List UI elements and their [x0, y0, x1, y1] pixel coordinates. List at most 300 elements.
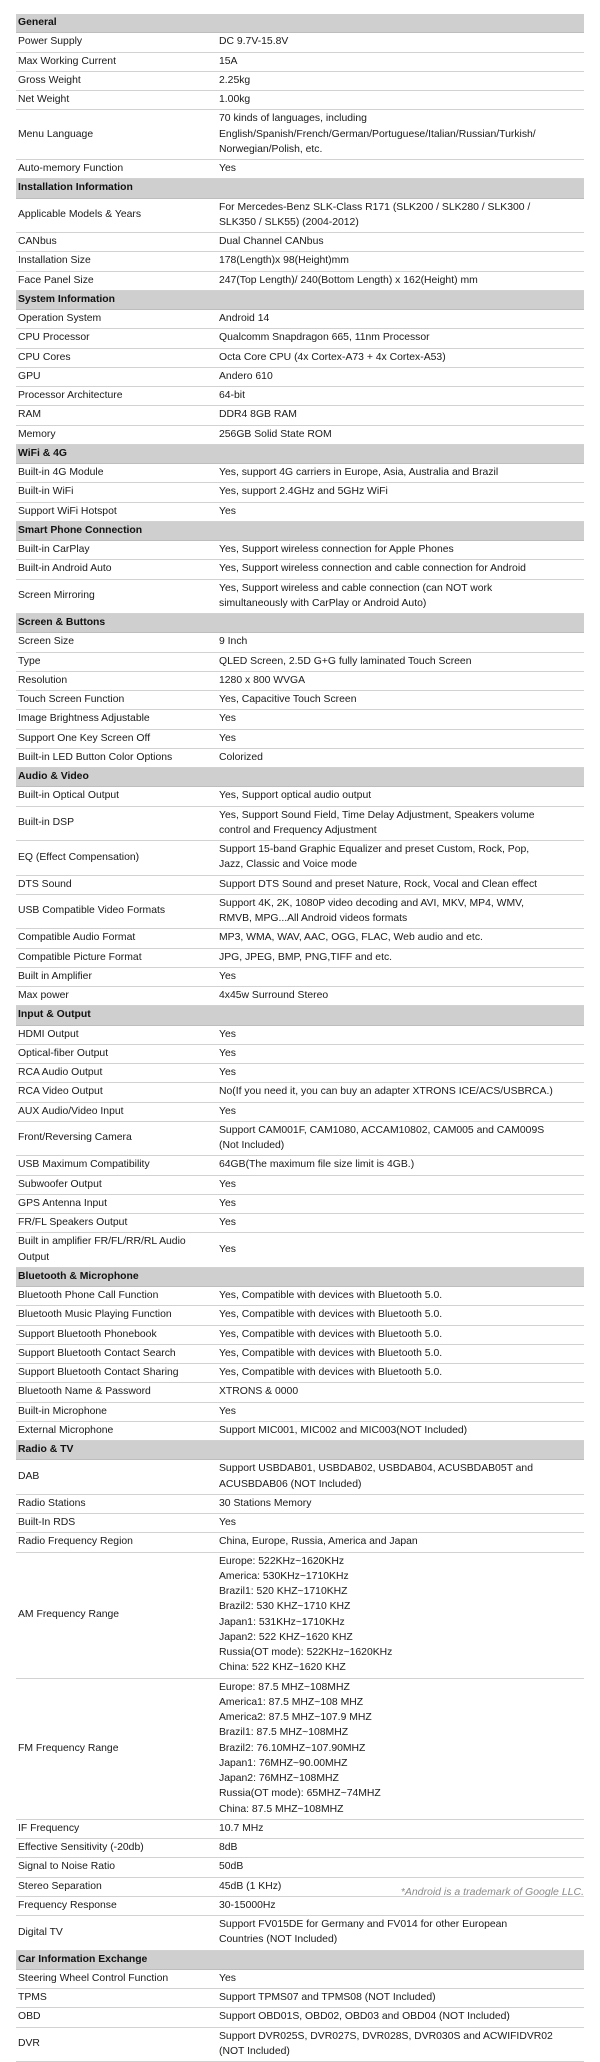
spec-value-line: Dual Channel CANbus [219, 236, 324, 247]
spec-row [16, 1421, 584, 1440]
spec-label: Subwoofer Output [16, 1175, 217, 1194]
spec-row [16, 1025, 584, 1044]
spec-value-line: Yes [219, 970, 236, 982]
spec-label: Face Panel Size [16, 271, 217, 290]
spec-label: DVR [16, 2027, 217, 2062]
spec-table [16, 14, 584, 2062]
spec-value-line: English/Spanish/French/German/Portuguese/Italian/Russian/Turkish/ [219, 128, 536, 140]
spec-label: Processor Architecture [16, 387, 217, 406]
spec-label: Type [16, 652, 217, 671]
spec-value-line: Support 4K, 2K, 1080P video decoding and AVI, MKV, MP4, WMV, [219, 897, 524, 909]
spec-value-line: Yes, Compatible with devices with Bluetooth 5.0. [219, 1367, 443, 1378]
section-header [16, 444, 584, 463]
spec-value-line: Support FV015DE for Germany and FV014 for other European [219, 1919, 508, 1930]
spec-value [217, 894, 584, 929]
spec-value [217, 1233, 584, 1268]
spec-row [16, 1156, 584, 1175]
spec-row [16, 948, 584, 967]
section-header [16, 768, 584, 787]
spec-row [16, 1460, 584, 1495]
spec-row [16, 1214, 584, 1233]
spec-row [16, 1678, 584, 1819]
spec-value-line: Yes, Compatible with devices with Bluetooth 5.0. [219, 1309, 443, 1321]
spec-table-body [16, 14, 584, 2062]
spec-value-line: Japan1: 531KHz~1710KHz [219, 1616, 345, 1628]
spec-value [217, 1364, 584, 1383]
spec-value [217, 71, 584, 90]
spec-value-line: Support USBDAB01, USBDAB02, USBDAB04, ACUSBDAB05T and [219, 1463, 533, 1475]
spec-value-line: Yes, Compatible with devices with Bluetooth 5.0. [219, 1347, 443, 1359]
spec-value-line: MP3, WMA, WAV, AAC, OGG, FLAC, Web audio and etc. [219, 932, 483, 944]
spec-row [16, 1044, 584, 1063]
spec-value [217, 1896, 584, 1915]
spec-value-line: 247(Top Length)/ 240(Bottom Length) x 162(Height) mm [219, 274, 478, 286]
spec-value [217, 1552, 584, 1678]
spec-label: Effective Sensitivity (-20db) [16, 1839, 217, 1858]
spec-value-line: (Not Included) [219, 1140, 285, 1151]
spec-label: Support Bluetooth Phonebook [16, 1325, 217, 1344]
section-title: System Information [16, 290, 584, 309]
spec-value [217, 579, 584, 614]
spec-label: Compatible Audio Format [16, 929, 217, 948]
spec-value [217, 1156, 584, 1175]
section-header [16, 1950, 584, 1969]
spec-label: IF Frequency [16, 1819, 217, 1838]
spec-value [217, 1044, 584, 1063]
spec-row [16, 1533, 584, 1552]
spec-value [217, 33, 584, 52]
spec-row [16, 1494, 584, 1513]
spec-label: EQ (Effect Compensation) [16, 841, 217, 876]
spec-value-line: Yes [219, 1972, 236, 1984]
spec-value-line: ACUSBDAB06 (NOT Included) [219, 1478, 362, 1490]
spec-row [16, 1325, 584, 1344]
spec-row [16, 1514, 584, 1533]
spec-value-line: Support DTS Sound and preset Nature, Rock, Vocal and Clean effect [219, 878, 538, 890]
spec-value-line: DC 9.7V-15.8V [219, 36, 289, 48]
spec-value [217, 748, 584, 767]
spec-value [217, 987, 584, 1006]
section-header [16, 521, 584, 540]
spec-value-line: Qualcomm Snapdragon 665, 11nm Processor [219, 332, 430, 344]
section-header [16, 1441, 584, 1460]
spec-value-line: Norwegian/Polish, etc. [219, 143, 323, 155]
section-title: Smart Phone Connection [16, 521, 584, 540]
spec-value [217, 2008, 584, 2027]
trademark-footnote: *Android is a trademark of Google LLC. [400, 1886, 584, 1898]
section-title: Screen & Buttons [16, 614, 584, 633]
spec-value-line: 64GB(The maximum file size limit is 4GB.) [219, 1159, 415, 1171]
spec-row [16, 1552, 584, 1678]
spec-value-line: Octa Core CPU (4x Cortex-A73 + 4x Cortex-A53) [219, 351, 446, 363]
section-header [16, 290, 584, 309]
section-header [16, 1006, 584, 1025]
spec-value-line: Yes, Compatible with devices with Bluetooth 5.0. [219, 1290, 443, 1301]
spec-row [16, 2008, 584, 2027]
spec-value-line: 1.00kg [219, 94, 251, 105]
spec-row [16, 464, 584, 483]
spec-value [217, 1121, 584, 1156]
spec-row [16, 691, 584, 710]
spec-value-line: RMVB, MPG...All Android videos formats [219, 913, 408, 924]
spec-value [217, 310, 584, 329]
spec-value-line: Yes [219, 1243, 236, 1255]
spec-label: Max power [16, 987, 217, 1006]
spec-value-line: 4x45w Surround Stereo [219, 990, 329, 1001]
spec-value [217, 1102, 584, 1121]
spec-label: Built-in CarPlay [16, 541, 217, 560]
spec-row [16, 967, 584, 986]
spec-label: Auto-memory Function [16, 160, 217, 179]
section-header [16, 179, 584, 198]
spec-row [16, 652, 584, 671]
section-title: Bluetooth & Microphone [16, 1267, 584, 1286]
spec-label: GPS Antenna Input [16, 1194, 217, 1213]
spec-value-line: Support CAM001F, CAM1080, ACCAM10802, CAM005 and CAM009S [219, 1124, 545, 1136]
spec-value [217, 1306, 584, 1325]
spec-value [217, 1494, 584, 1513]
spec-row [16, 787, 584, 806]
spec-label: RCA Audio Output [16, 1064, 217, 1083]
spec-label: OBD [16, 2008, 217, 2027]
spec-row [16, 406, 584, 425]
spec-label: HDMI Output [16, 1025, 217, 1044]
spec-value-line: Yes, Support wireless connection for Apple Phones [219, 544, 454, 555]
spec-label: Screen Size [16, 633, 217, 652]
spec-row [16, 33, 584, 52]
spec-row [16, 1819, 584, 1838]
spec-value-line: Brazil1: 520 KHZ~1710KHZ [219, 1586, 348, 1597]
spec-label: Touch Screen Function [16, 691, 217, 710]
spec-label: AUX Audio/Video Input [16, 1102, 217, 1121]
spec-label: Radio Stations [16, 1494, 217, 1513]
spec-label: Bluetooth Music Playing Function [16, 1306, 217, 1325]
spec-value [217, 425, 584, 444]
spec-value-line: Yes [219, 1405, 236, 1417]
spec-value [217, 52, 584, 71]
spec-value [217, 875, 584, 894]
spec-row [16, 1306, 584, 1325]
spec-value-line: Colorized [219, 751, 263, 763]
spec-label: Built-in 4G Module [16, 464, 217, 483]
spec-label: TPMS [16, 1989, 217, 2008]
spec-value-line: Yes [219, 1105, 236, 1117]
spec-value [217, 2027, 584, 2062]
spec-label: Steering Wheel Control Function [16, 1969, 217, 1988]
spec-label: Built-In RDS [16, 1514, 217, 1533]
spec-row [16, 1989, 584, 2008]
spec-row [16, 894, 584, 929]
spec-value [217, 1025, 584, 1044]
spec-value [217, 1514, 584, 1533]
spec-value-line: 8dB [219, 1842, 238, 1853]
spec-label: Built in amplifier FR/FL/RR/RL Audio Output [16, 1233, 217, 1268]
spec-value-line: Yes [219, 1197, 236, 1209]
spec-value-line: Support 15-band Graphic Equalizer and preset Custom, Rock, Pop, [219, 844, 530, 855]
spec-value-line: Yes, Capacitive Touch Screen [219, 694, 357, 705]
spec-value [217, 502, 584, 521]
spec-row [16, 1383, 584, 1402]
spec-row [16, 579, 584, 614]
spec-value [217, 387, 584, 406]
spec-row [16, 1194, 584, 1213]
spec-label: Optical-fiber Output [16, 1044, 217, 1063]
spec-row [16, 1839, 584, 1858]
spec-label: GPU [16, 367, 217, 386]
spec-label: Net Weight [16, 91, 217, 110]
spec-row [16, 1916, 584, 1951]
spec-value-line: Jazz, Classic and Voice mode [219, 859, 358, 871]
spec-value [217, 633, 584, 652]
spec-row [16, 483, 584, 502]
spec-row [16, 252, 584, 271]
spec-row [16, 271, 584, 290]
spec-label: Built in Amplifier [16, 967, 217, 986]
spec-value [217, 729, 584, 748]
spec-label: Menu Language [16, 110, 217, 160]
spec-row [16, 1175, 584, 1194]
spec-value-line: Support TPMS07 and TPMS08 (NOT Included) [219, 1992, 436, 2003]
spec-row [16, 1083, 584, 1102]
spec-value [217, 1344, 584, 1363]
spec-label: RAM [16, 406, 217, 425]
spec-label: Memory [16, 425, 217, 444]
spec-row [16, 875, 584, 894]
spec-value [217, 787, 584, 806]
spec-value-line: Japan2: 522 KHZ~1620 KHZ [219, 1631, 353, 1643]
spec-row [16, 633, 584, 652]
spec-label: Image Brightness Adjustable [16, 710, 217, 729]
spec-row [16, 310, 584, 329]
spec-value-line: 70 kinds of languages, including [219, 113, 367, 125]
spec-row [16, 1287, 584, 1306]
spec-label: Built-in WiFi [16, 483, 217, 502]
spec-value-line: Yes [219, 1047, 236, 1059]
spec-value-line: For Mercedes-Benz SLK-Class R171 (SLK200 / SLK280 / SLK300 / [219, 201, 531, 213]
spec-value-line: America1: 87.5 MHZ~108 MHZ [219, 1696, 364, 1708]
spec-value-line: Andero 610 [219, 370, 273, 382]
spec-value [217, 1175, 584, 1194]
spec-label: USB Compatible Video Formats [16, 894, 217, 929]
spec-value-line: Europe: 522KHz~1620KHz [219, 1555, 345, 1567]
spec-value [217, 367, 584, 386]
spec-label: Operation System [16, 310, 217, 329]
spec-label: Signal to Noise Ratio [16, 1858, 217, 1877]
spec-value [217, 967, 584, 986]
spec-value-line: Yes [219, 1517, 236, 1528]
spec-row [16, 1064, 584, 1083]
spec-value-line: Russia(OT mode): 522KHz~1620KHz [219, 1647, 393, 1658]
spec-row [16, 329, 584, 348]
spec-value-line: America2: 87.5 MHZ~107.9 MHZ [219, 1712, 372, 1723]
spec-value-line: America: 530KHz~1710KHz [219, 1570, 349, 1582]
spec-value-line: control and Frequency Adjustment [219, 824, 377, 836]
spec-label: Support Bluetooth Contact Sharing [16, 1364, 217, 1383]
section-header [16, 614, 584, 633]
spec-value [217, 948, 584, 967]
spec-label: DTS Sound [16, 875, 217, 894]
spec-row [16, 748, 584, 767]
spec-value-line: China: 87.5 MHZ~108MHZ [219, 1803, 344, 1815]
spec-label: Stereo Separation [16, 1877, 217, 1896]
spec-value-line: (NOT Included) [219, 2045, 290, 2057]
spec-label: Power Supply [16, 33, 217, 52]
spec-value [217, 1678, 584, 1819]
spec-value-line: Android 14 [219, 313, 270, 324]
spec-row [16, 1121, 584, 1156]
spec-value [217, 1064, 584, 1083]
spec-value [217, 1460, 584, 1495]
spec-label: Bluetooth Phone Call Function [16, 1287, 217, 1306]
spec-value [217, 464, 584, 483]
spec-label: Built-in DSP [16, 806, 217, 841]
spec-value [217, 541, 584, 560]
spec-value-line: Support OBD01S, OBD02, OBD03 and OBD04 (NOT Included) [219, 2011, 510, 2023]
spec-value [217, 710, 584, 729]
spec-label: Built-in Optical Output [16, 787, 217, 806]
spec-value-line: 30-15000Hz [219, 1899, 276, 1911]
spec-row [16, 348, 584, 367]
spec-value [217, 1325, 584, 1344]
spec-value-line: QLED Screen, 2.5D G+G fully laminated Touch Screen [219, 655, 472, 667]
spec-value [217, 1194, 584, 1213]
spec-row [16, 1896, 584, 1915]
spec-value-line: Japan2: 76MHZ~108MHZ [219, 1773, 339, 1784]
spec-value-line: 178(Length)x 98(Height)mm [219, 255, 349, 267]
spec-label: DAB [16, 1460, 217, 1495]
spec-value [217, 329, 584, 348]
spec-row [16, 560, 584, 579]
spec-value [217, 198, 584, 233]
spec-value [217, 560, 584, 579]
section-title: WiFi & 4G [16, 444, 584, 463]
spec-label: FR/FL Speakers Output [16, 1214, 217, 1233]
spec-label: Support One Key Screen Off [16, 729, 217, 748]
spec-row [16, 671, 584, 690]
spec-label: Support Bluetooth Contact Search [16, 1344, 217, 1363]
spec-value-line: Brazil2: 76.10MHZ~107.90MHZ [219, 1742, 366, 1754]
spec-label: Front/Reversing Camera [16, 1121, 217, 1156]
spec-value [217, 841, 584, 876]
spec-row [16, 91, 584, 110]
spec-value-line: Europe: 87.5 MHZ~108MHZ [219, 1681, 350, 1693]
spec-value-line: XTRONS & 0000 [219, 1386, 299, 1398]
spec-value-line: simultaneously with CarPlay or Android Auto) [219, 597, 427, 609]
section-title: Audio & Video [16, 768, 584, 787]
spec-value [217, 1969, 584, 1988]
spec-value-line: China: 522 KHZ~1620 KHZ [219, 1662, 346, 1674]
spec-value [217, 1421, 584, 1440]
spec-value-line: Yes, Support wireless and cable connection (can NOT work [219, 582, 493, 594]
spec-label: Resolution [16, 671, 217, 690]
spec-row [16, 233, 584, 252]
spec-value [217, 252, 584, 271]
spec-row [16, 110, 584, 160]
spec-label: Screen Mirroring [16, 579, 217, 614]
spec-label: Installation Size [16, 252, 217, 271]
spec-row [16, 198, 584, 233]
spec-value-line: 1280 x 800 WVGA [219, 674, 306, 686]
spec-value [217, 348, 584, 367]
spec-value-line: Yes [219, 1178, 236, 1190]
spec-value [217, 1383, 584, 1402]
spec-label: AM Frequency Range [16, 1552, 217, 1678]
spec-row [16, 1102, 584, 1121]
spec-value [217, 271, 584, 290]
spec-value-line: Yes, Support Sound Field, Time Delay Adjustment, Speakers volume [219, 809, 535, 821]
spec-value [217, 1214, 584, 1233]
spec-row [16, 929, 584, 948]
spec-label: Bluetooth Name & Password [16, 1383, 217, 1402]
spec-value [217, 652, 584, 671]
spec-row [16, 729, 584, 748]
spec-value-line: 30 Stations Memory [219, 1497, 312, 1509]
spec-value-line: DDR4 8GB RAM [219, 409, 297, 421]
spec-row [16, 541, 584, 560]
spec-value-line: 9 Inch [219, 636, 248, 648]
spec-value-line: 50dB [219, 1861, 244, 1873]
spec-row [16, 160, 584, 179]
spec-row [16, 1858, 584, 1877]
spec-value-line: 256GB Solid State ROM [219, 428, 332, 440]
spec-value-line: Yes [219, 505, 236, 517]
spec-row [16, 2027, 584, 2062]
spec-row [16, 425, 584, 444]
spec-value [217, 671, 584, 690]
spec-value [217, 1989, 584, 2008]
spec-row [16, 52, 584, 71]
spec-label: Applicable Models & Years [16, 198, 217, 233]
spec-row [16, 806, 584, 841]
spec-value-line: Brazil2: 530 KHZ~1710 KHZ [219, 1601, 351, 1613]
spec-label: Built-in LED Button Color Options [16, 748, 217, 767]
section-title: Radio & TV [16, 1441, 584, 1460]
spec-label: Gross Weight [16, 71, 217, 90]
spec-value-line: Support MIC001, MIC002 and MIC003(NOT Included) [219, 1424, 468, 1436]
spec-row [16, 1402, 584, 1421]
spec-value-line: Russia(OT mode): 65MHZ~74MHZ [219, 1788, 381, 1800]
spec-value-line: Japan1: 76MHZ~90.00MHZ [219, 1757, 348, 1769]
spec-value-line: Yes [219, 1217, 236, 1228]
spec-value [217, 1858, 584, 1877]
spec-row [16, 367, 584, 386]
spec-label: Support WiFi Hotspot [16, 502, 217, 521]
spec-value-line: 64-bit [219, 390, 245, 401]
spec-row [16, 1344, 584, 1363]
spec-value-line: Yes, Support optical audio output [219, 790, 372, 802]
spec-label: USB Maximum Compatibility [16, 1156, 217, 1175]
spec-label: Built-in Android Auto [16, 560, 217, 579]
spec-value-line: Yes, Compatible with devices with Bluetooth 5.0. [219, 1328, 443, 1340]
spec-value [217, 929, 584, 948]
spec-value-line: 45dB (1 KHz) [219, 1880, 282, 1892]
spec-label: Built-in Microphone [16, 1402, 217, 1421]
spec-label: Frequency Response [16, 1896, 217, 1915]
spec-row [16, 841, 584, 876]
spec-value-line: Yes, support 2.4GHz and 5GHz WiFi [219, 486, 388, 498]
spec-label: CPU Cores [16, 348, 217, 367]
spec-value-line: Yes, support 4G carriers in Europe, Asia, Australia and Brazil [219, 467, 499, 478]
spec-label: Radio Frequency Region [16, 1533, 217, 1552]
spec-value [217, 1287, 584, 1306]
spec-value [217, 91, 584, 110]
section-title: Input & Output [16, 1006, 584, 1025]
spec-row [16, 710, 584, 729]
spec-value [217, 1402, 584, 1421]
spec-label: Digital TV [16, 1916, 217, 1951]
spec-value-line: 2.25kg [219, 74, 251, 86]
spec-value-line: 10.7 MHz [219, 1822, 264, 1834]
